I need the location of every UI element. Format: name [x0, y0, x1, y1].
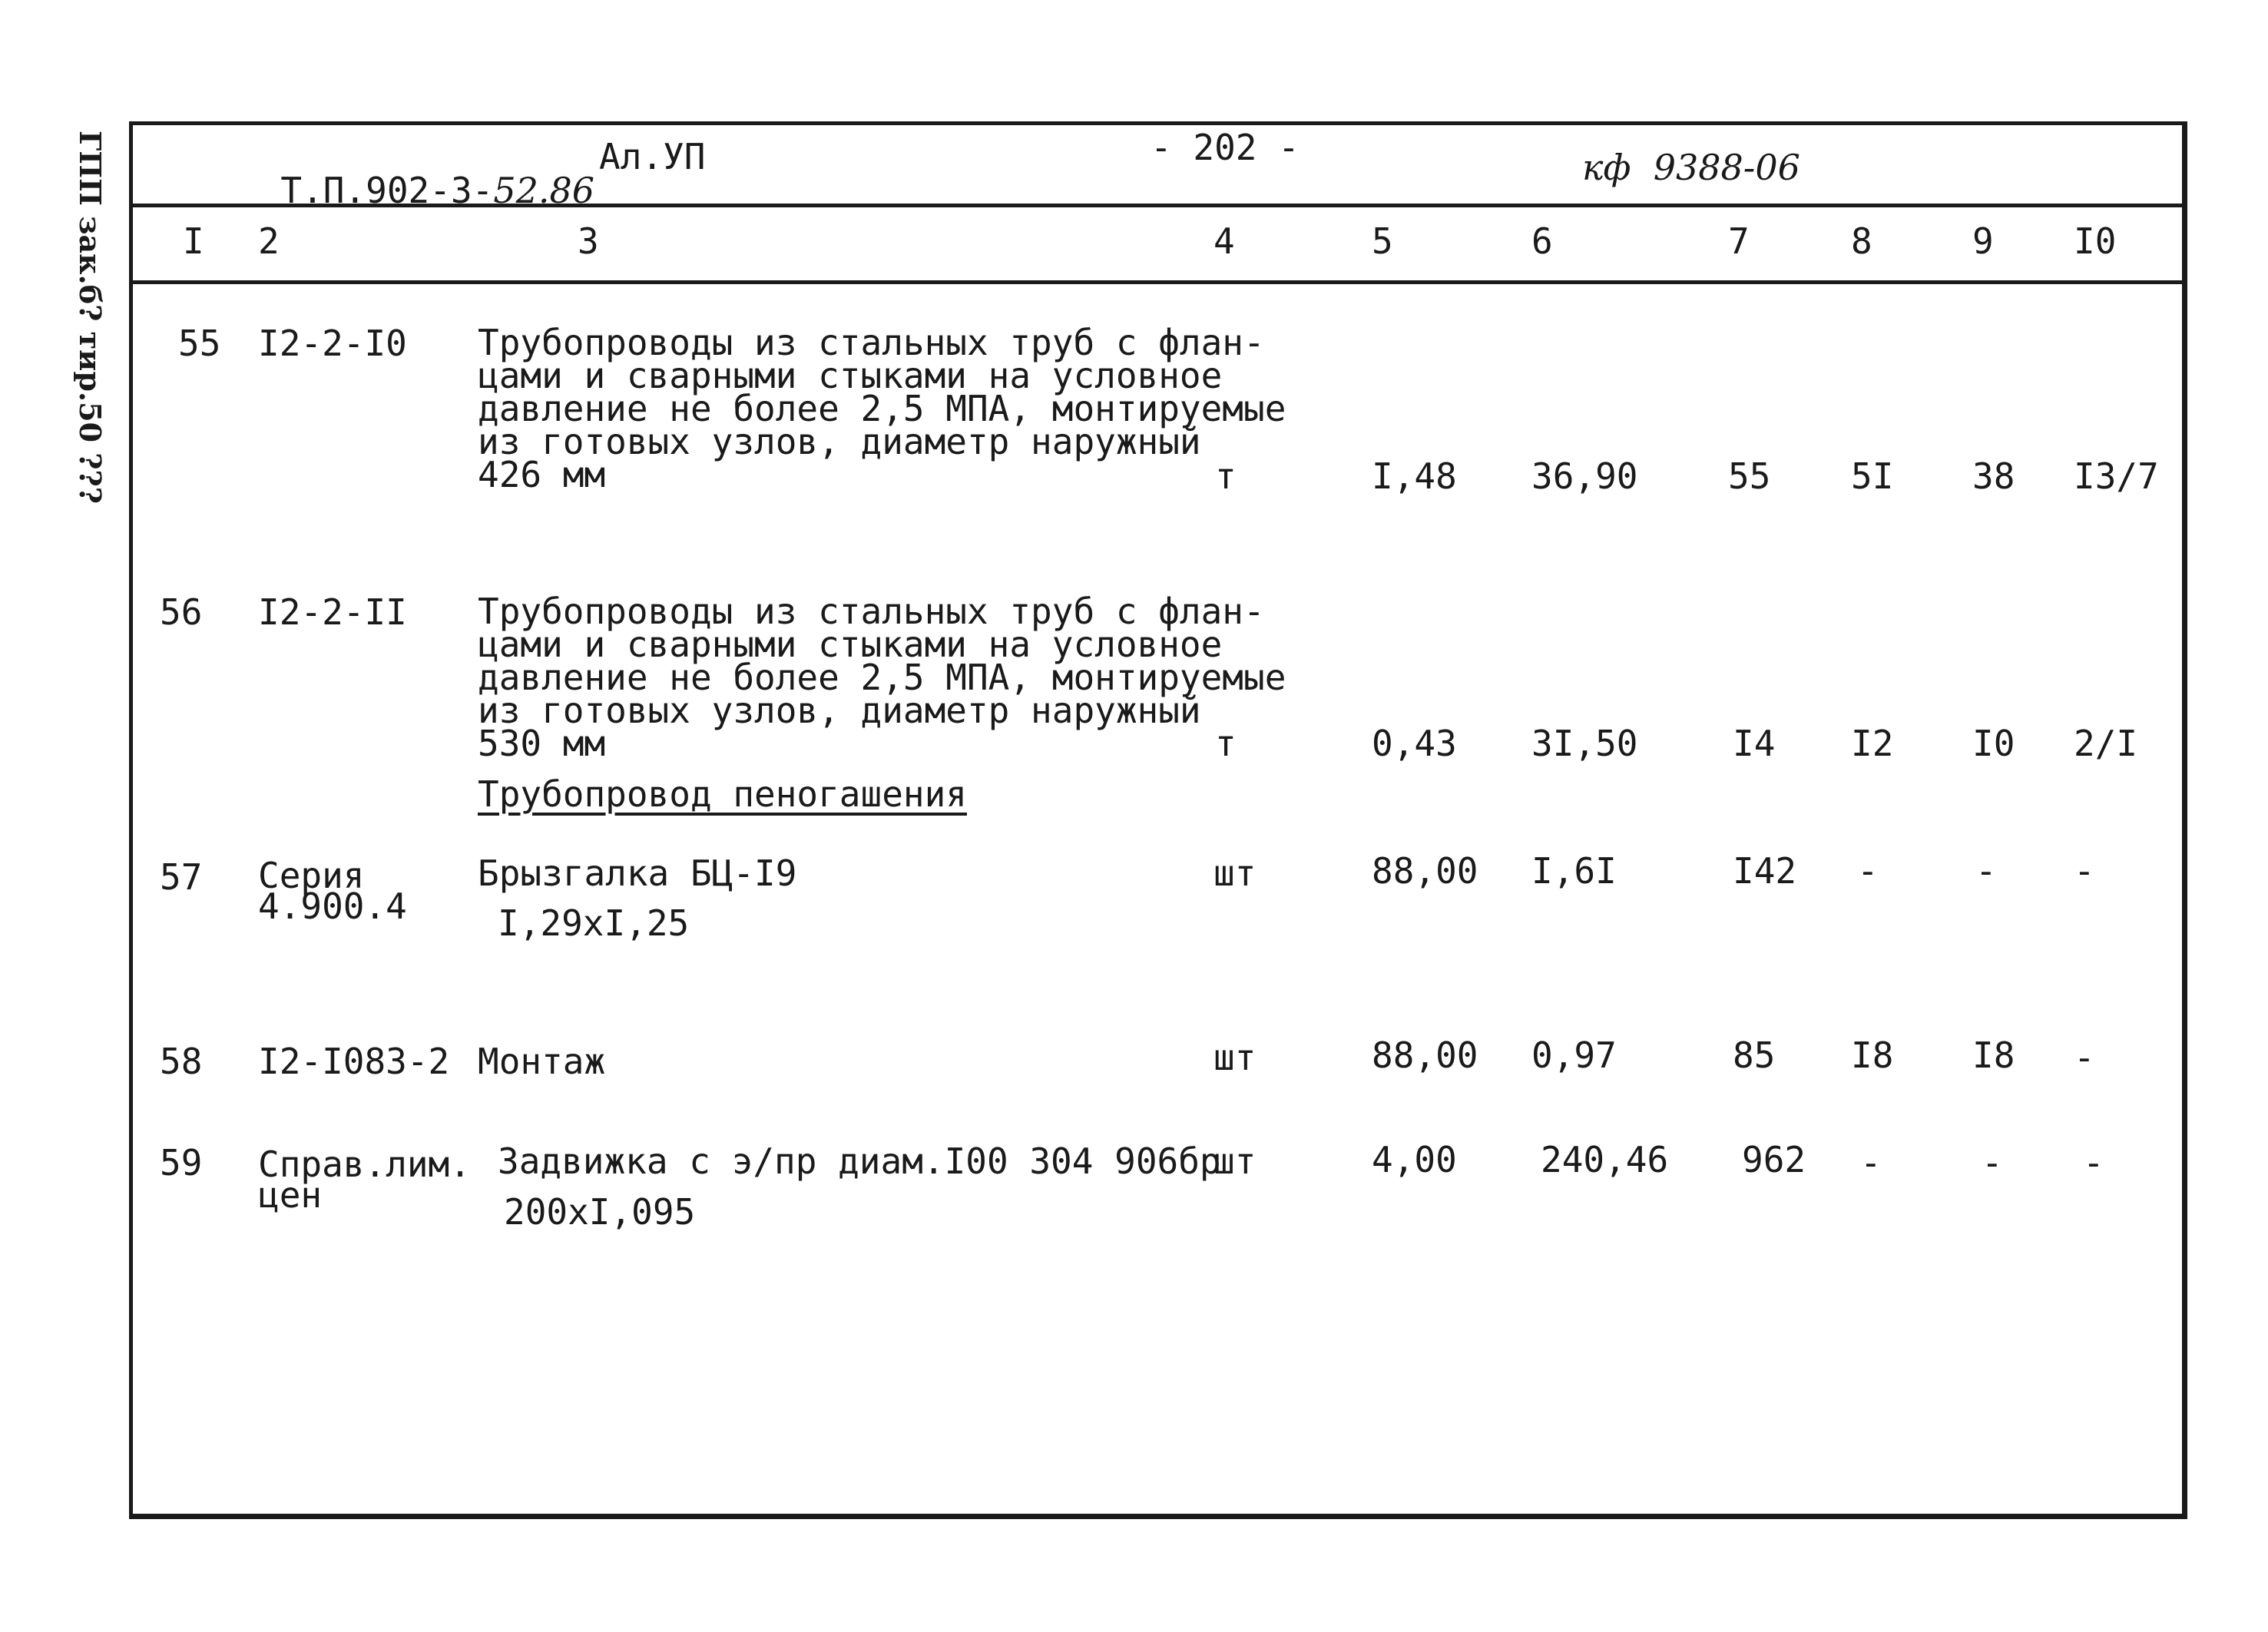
row-col6: I,6I	[1531, 850, 1617, 892]
row-number: 59	[160, 1142, 203, 1183]
row-code: I2-2-II	[258, 591, 407, 633]
col-header-9: 9	[1972, 220, 1994, 262]
row-col5: 88,00	[1372, 850, 1478, 892]
section-heading: Трубопровод пеногашения	[478, 773, 967, 815]
row-number: 55	[178, 323, 221, 364]
row-col9: I0	[1972, 723, 2015, 764]
row-code: Серия 4.900.4	[258, 855, 407, 927]
row-col7: 55	[1728, 455, 1771, 497]
row-description: Брызгалка БЦ-I9	[478, 852, 797, 894]
row-description: Трубопроводы из стальных труб с флан- цами и сварными стыками на условное давление не более 2,5 МПА, монтируемые из готовых узлов, диаметр наружный 530 мм	[478, 591, 1286, 764]
row-code: I2-I083-2	[258, 1041, 450, 1082]
row-col9: -	[1982, 1142, 2003, 1183]
col-header-7: 7	[1728, 220, 1750, 262]
row-col7: I4	[1733, 723, 1776, 764]
row-col10: -	[2074, 1037, 2095, 1078]
row-col8: I2	[1851, 723, 1894, 764]
row-col9: -	[1975, 850, 1997, 892]
page-number: - 202 -	[1151, 127, 1300, 168]
row-description: Задвижка с э/пр диам.I00 304 906бр	[498, 1140, 1221, 1182]
col-header-6: 6	[1531, 220, 1553, 262]
col-header-3: 3	[578, 220, 599, 262]
row-col7: I42	[1733, 850, 1797, 892]
row-col8: -	[1857, 850, 1879, 892]
album-label: Ал.УП	[599, 136, 706, 177]
row-col5: I,48	[1372, 455, 1457, 497]
row-description: Трубопроводы из стальных труб с флан- цами и сварными стыками на условное давление не более 2,5 МПА, монтируемые из готовых узлов, диаметр наружный 426 мм	[478, 322, 1286, 495]
row-col10: I3/7	[2074, 455, 2159, 497]
margin-stamp	[69, 131, 115, 515]
project-number	[238, 140, 595, 211]
row-col9: 38	[1972, 455, 2015, 497]
row-col10: -	[2083, 1142, 2104, 1183]
row-code: Справ.лим. цен	[258, 1144, 471, 1216]
project-number-printed: Т.П.902-3-	[280, 170, 494, 211]
row-unit: шт	[1213, 1037, 1257, 1078]
row-col8: -	[1860, 1142, 1882, 1183]
row-col8: I8	[1851, 1034, 1894, 1076]
row-col10: 2/I	[2074, 723, 2138, 764]
row-col6: 36,90	[1531, 455, 1638, 497]
row-number: 56	[160, 591, 203, 633]
row-col5: 0,43	[1372, 723, 1457, 764]
margin-stamp-text: ГПП зак.б? тир.50 ???	[73, 131, 108, 505]
row-col5: 88,00	[1372, 1034, 1478, 1076]
col-header-10: I0	[2074, 220, 2117, 262]
row-description-extra: I,29xI,25	[498, 902, 690, 944]
row-number: 57	[160, 856, 203, 898]
row-unit: т	[1215, 455, 1237, 497]
row-col9: I8	[1972, 1034, 2015, 1076]
row-col7: 962	[1742, 1139, 1806, 1180]
col-header-5: 5	[1372, 220, 1393, 262]
row-unit: т	[1215, 723, 1237, 764]
row-col6: 0,97	[1531, 1034, 1617, 1076]
row-description-extra: 200xI,095	[504, 1191, 696, 1233]
row-code: I2-2-I0	[258, 323, 407, 364]
row-col7: 85	[1733, 1034, 1776, 1076]
col-header-8: 8	[1851, 220, 1872, 262]
row-col6: 3I,50	[1531, 723, 1638, 764]
columns-divider	[129, 280, 2187, 284]
row-number: 58	[160, 1041, 203, 1082]
row-col6: 240,46	[1541, 1139, 1669, 1180]
row-unit: шт	[1213, 852, 1257, 894]
col-header-2: 2	[258, 220, 280, 262]
row-unit: шт	[1213, 1140, 1257, 1182]
row-description: Монтаж	[478, 1041, 606, 1082]
project-number-handwritten: 52.86	[493, 170, 595, 211]
row-col10: -	[2074, 850, 2095, 892]
row-col5: 4,00	[1372, 1139, 1457, 1180]
col-header-4: 4	[1213, 220, 1235, 262]
col-header-1: I	[183, 220, 204, 262]
document-code: кф 9388-06	[1582, 147, 1800, 188]
row-col8: 5I	[1851, 455, 1894, 497]
